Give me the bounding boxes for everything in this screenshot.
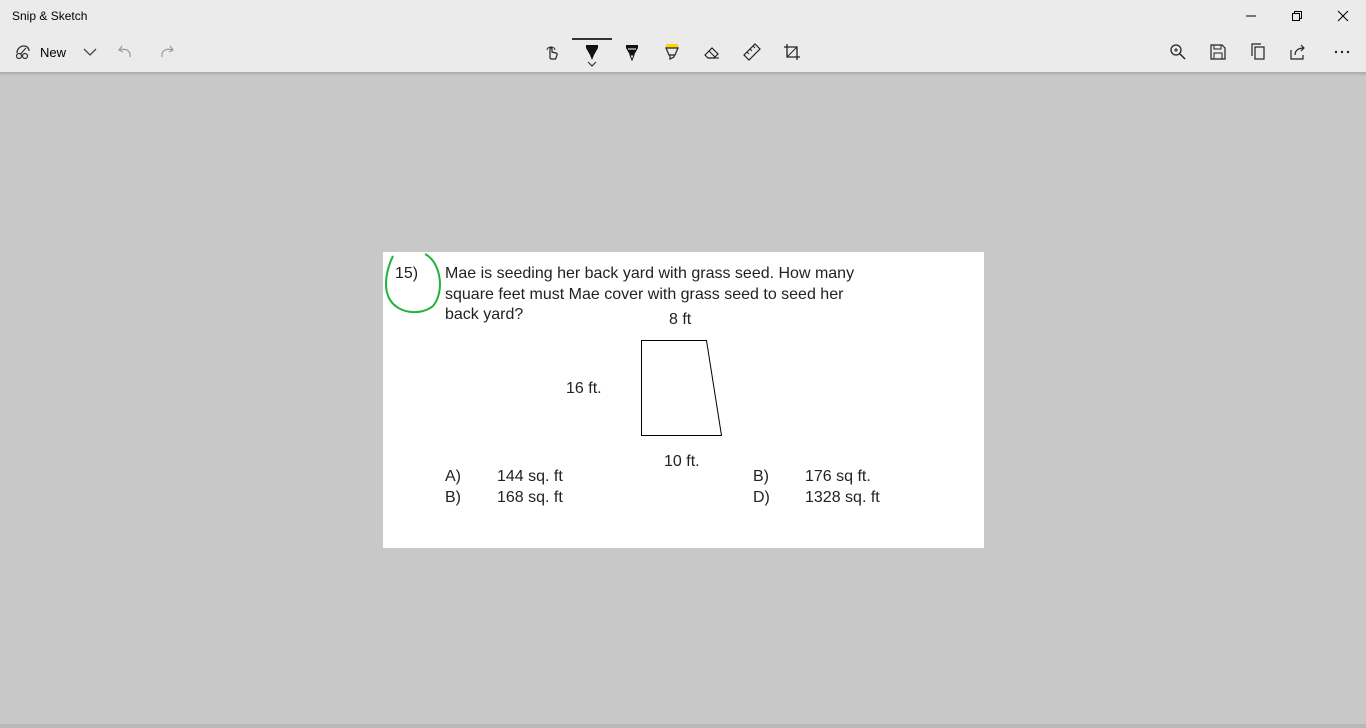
highlighter-button[interactable] xyxy=(656,32,688,72)
ink-circle-annotation xyxy=(383,252,453,322)
close-button[interactable] xyxy=(1320,0,1366,32)
save-button[interactable] xyxy=(1202,32,1234,72)
bottom-edge xyxy=(0,724,1366,728)
undo-icon xyxy=(117,43,135,61)
active-tool-indicator xyxy=(572,38,612,40)
new-snip-options-button[interactable] xyxy=(78,32,102,72)
new-snip-button[interactable] xyxy=(6,32,78,72)
answer-value-a: 144 sq. ft xyxy=(497,468,563,485)
redo-button[interactable] xyxy=(152,32,180,72)
zoom-button[interactable] xyxy=(1162,32,1194,72)
ruler-icon xyxy=(743,43,761,61)
answer-value-d: 1328 sq. ft xyxy=(805,489,880,506)
crop-icon xyxy=(783,43,801,61)
zoom-icon xyxy=(1169,43,1187,61)
answer-letter-d: D) xyxy=(753,489,770,506)
more-options-button[interactable] xyxy=(1326,32,1358,72)
touch-writing-button[interactable] xyxy=(536,32,568,72)
minimize-icon xyxy=(1245,10,1257,22)
answer-letter-b2: B) xyxy=(445,489,461,506)
undo-button[interactable] xyxy=(112,32,140,72)
answer-value-b1: 176 sq ft. xyxy=(805,468,871,485)
figure-side-label: 16 ft. xyxy=(566,380,602,397)
save-icon xyxy=(1209,43,1227,61)
toolbar xyxy=(0,32,1366,72)
highlighter-icon xyxy=(663,43,681,61)
tool-options-chevron-icon[interactable] xyxy=(587,61,597,67)
answer-letter-b1: B) xyxy=(753,468,769,485)
answer-value-b2: 168 sq. ft xyxy=(497,489,563,506)
ballpoint-pen-icon xyxy=(583,43,601,61)
answer-letter-a: A) xyxy=(445,468,461,485)
question-line-2: square feet must Mae cover with grass seed to seed her xyxy=(445,286,844,303)
restore-icon xyxy=(1291,10,1303,22)
ruler-button[interactable] xyxy=(736,32,768,72)
redo-icon xyxy=(157,43,175,61)
trapezoid-figure xyxy=(639,338,725,438)
new-snip-icon xyxy=(14,43,32,61)
figure-top-label: 8 ft xyxy=(669,311,692,328)
snip-canvas[interactable] xyxy=(383,252,984,548)
eraser-button[interactable] xyxy=(696,32,728,72)
chevron-down-icon xyxy=(81,43,99,61)
toolbar-divider xyxy=(0,72,1366,76)
minimize-button[interactable] xyxy=(1228,0,1274,32)
copy-icon xyxy=(1249,43,1267,61)
touch-writing-icon xyxy=(543,43,561,61)
share-icon xyxy=(1289,43,1307,61)
title-bar xyxy=(0,0,1366,32)
crop-button[interactable] xyxy=(776,32,808,72)
question-number: 15) xyxy=(395,265,419,282)
new-snip-label: New xyxy=(40,44,67,60)
restore-button[interactable] xyxy=(1274,0,1320,32)
question-line-1: Mae is seeding her back yard with grass seed. How many xyxy=(445,265,855,282)
close-icon xyxy=(1337,10,1349,22)
question-line-3: back yard? xyxy=(445,306,524,323)
eraser-icon xyxy=(703,43,721,61)
copy-button[interactable] xyxy=(1242,32,1274,72)
pencil-icon xyxy=(623,43,641,61)
pencil-button[interactable] xyxy=(616,32,648,72)
share-button[interactable] xyxy=(1282,32,1314,72)
window-title: Snip & Sketch xyxy=(12,9,88,23)
more-icon xyxy=(1333,43,1351,61)
figure-bottom-label: 10 ft. xyxy=(664,453,700,470)
